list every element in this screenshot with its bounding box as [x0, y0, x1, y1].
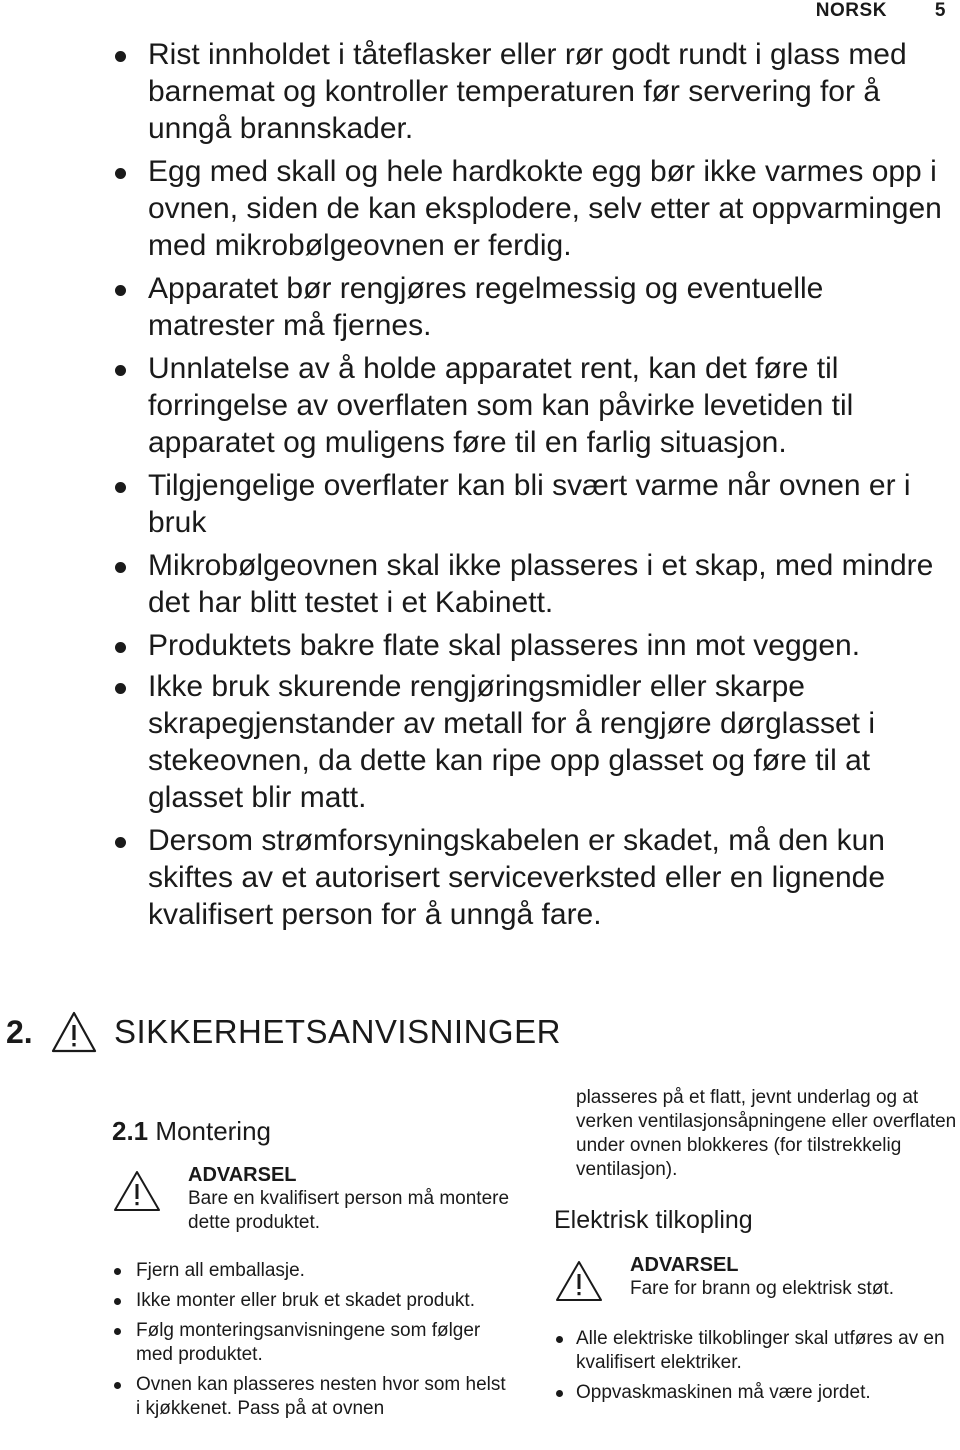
list-item: Følg monteringsanvisningene som følger med produktet.	[112, 1319, 512, 1367]
right-column	[554, 1086, 958, 1411]
continued-paragraph: plasseres på et flatt, jevnt underlag og at verken ventilasjonsåpningene eller overflaten under ovnen blokkeres (for tilstrekkelig ventilasjon).	[576, 1087, 957, 1180]
electrical-bullet-list	[554, 1327, 958, 1405]
warning-box	[112, 1163, 512, 1235]
page-header	[816, 0, 946, 24]
subsection-heading	[112, 1116, 512, 1147]
list-item: Alle elektriske tilkoblinger skal utføres av en kvalifisert elektriker.	[554, 1327, 958, 1375]
warning-title: ADVARSEL	[188, 1164, 297, 1186]
page-number: 5	[934, 0, 946, 21]
list-item: Dersom strømforsyningskabelen er skadet, må den kun skiftes av et autorisert serviceverksted eller en lignende kvalifisert person for å unngå fare.	[112, 822, 958, 933]
warning-triangle-icon	[112, 1169, 162, 1213]
montering-column	[112, 1112, 512, 1427]
montering-bullet-list	[112, 1259, 512, 1421]
subsection-number: 2.1	[112, 1116, 149, 1146]
safety-bullet-list	[112, 36, 958, 939]
list-item: Egg med skall og hele hardkokte egg bør ikke varmes opp i ovnen, siden de kan eksplodere, selv etter at oppvarmingen med mikrobølgeovnen er ferdig.	[112, 153, 958, 264]
section-title: SIKKERHETSANVISNINGER	[114, 1013, 561, 1050]
list-item: Apparatet bør rengjøres regelmessig og eventuelle matrester må fjernes.	[112, 270, 958, 344]
list-item: Unnlatelse av å holde apparatet rent, kan det føre til forringelse av overflaten som kan påvirke levetiden til apparatet og muligens føre til en farlig situasjon.	[112, 350, 958, 461]
list-item: Fjern all emballasje.	[112, 1259, 512, 1283]
warning-triangle-icon	[50, 1010, 98, 1054]
electrical-heading: Elektrisk tilkopling	[554, 1206, 753, 1234]
list-item: Tilgjengelige overflater kan bli svært varme når ovnen er i bruk	[112, 467, 958, 541]
warning-box	[554, 1253, 958, 1303]
section-heading	[6, 1010, 561, 1054]
list-item: Produktets bakre flate skal plasseres inn mot veggen.	[112, 627, 958, 664]
warning-title: ADVARSEL	[630, 1254, 739, 1276]
list-item: Mikrobølgeovnen skal ikke plasseres i et skap, med mindre det har blitt testet i et Kabinett.	[112, 547, 958, 621]
list-item: Rist innholdet i tåteflasker eller rør godt rundt i glass med barnemat og kontroller temperaturen før servering for å unngå brannskader.	[112, 36, 958, 147]
list-item: Ikke bruk skurende rengjøringsmidler eller skarpe skrapegjenstander av metall for å rengjøre dørglasset i stekeovnen, da dette kan ripe opp glasset og føre til at glasset blir matt.	[112, 668, 958, 816]
list-item: Oppvaskmaskinen må være jordet.	[554, 1381, 958, 1405]
subsection-title: Montering	[155, 1116, 272, 1146]
list-item: Ikke monter eller bruk et skadet produkt.	[112, 1289, 512, 1313]
list-item: Ovnen kan plasseres nesten hvor som helst i kjøkkenet. Pass på at ovnen	[112, 1373, 512, 1421]
section-number: 2.	[6, 1013, 33, 1050]
warning-text: Fare for brann og elektrisk støt.	[630, 1278, 894, 1299]
language-label: NORSK	[815, 0, 887, 21]
warning-triangle-icon	[554, 1259, 604, 1303]
warning-text: Bare en kvalifisert person må montere dette produktet.	[188, 1188, 510, 1233]
